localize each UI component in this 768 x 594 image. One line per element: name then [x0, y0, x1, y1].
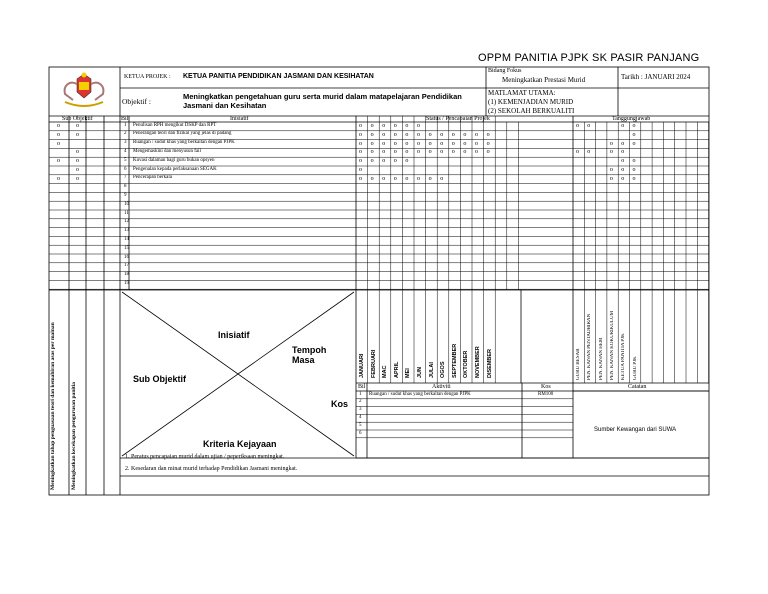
- responsibility-mark: o: [609, 149, 613, 156]
- status-mark: o: [428, 149, 432, 156]
- status-mark: o: [359, 158, 362, 165]
- status-mark: o: [451, 149, 455, 156]
- status-mark: o: [463, 149, 467, 156]
- month-label: MEI: [405, 368, 412, 378]
- aktiviti-row-text: Ruangan / sudut khas yang berkaitan dengan PJPK: [369, 391, 471, 397]
- sub-objektif-mark: o: [57, 123, 60, 129]
- kriteria-2: 2. Kesedaran dan minat murid terhadap Pendidikan Jasmani meningkat.: [125, 466, 298, 472]
- col-bil: Bil: [121, 116, 129, 122]
- row-bil: 5: [124, 157, 127, 163]
- sub-objektif-mark: o: [76, 167, 79, 173]
- sub-objektif-mark: o: [76, 149, 79, 156]
- diagram-kriteria: Kriteria Kejayaan: [203, 439, 277, 449]
- status-mark: o: [393, 158, 397, 165]
- status-mark: o: [451, 140, 455, 147]
- row-bil: 15: [124, 245, 129, 251]
- responsibility-mark: o: [576, 123, 579, 129]
- status-mark: o: [393, 140, 397, 147]
- row-bil: 6: [124, 166, 127, 172]
- sub-objektif-mark: o: [57, 158, 60, 165]
- responsibility-mark: o: [621, 158, 625, 165]
- month-label: JUN: [417, 366, 423, 378]
- status-mark: o: [405, 131, 409, 138]
- ketua-label: KETUA PROJEK :: [124, 74, 171, 80]
- school-crest-logo: [55, 70, 113, 112]
- aktiviti-row-bil: 3: [359, 407, 362, 413]
- month-label: JANUARI: [359, 353, 365, 378]
- col-tanggungjawab: Tanggungjawab: [612, 116, 651, 122]
- aktiviti-kos-header: Kos: [541, 384, 551, 390]
- responsibility-mark: o: [632, 131, 636, 138]
- matlamat-1: (1) KEMENJADIAN MURID: [488, 98, 574, 106]
- status-mark: o: [359, 149, 362, 156]
- status-mark: o: [359, 140, 362, 147]
- diagram-tempoh: Tempoh: [292, 345, 327, 355]
- diagram-inisiatif: Inisiatif: [218, 330, 250, 340]
- sub-objektif-2: Meningkatkan kecekapan pengurusan panitia: [71, 381, 77, 490]
- col-sub-objektif: Sub Objektif: [62, 116, 93, 122]
- row-bil: 12: [124, 219, 129, 225]
- status-mark: o: [417, 140, 420, 147]
- objektif-line-1: Meningkatkan pengetahuan guru serta murid dalam matapelajaran Pendidikan: [183, 92, 462, 101]
- sub-objektif-1: Meningkatkan tahap penguasaan teori dan kemahiran asas per mainan: [50, 322, 56, 490]
- status-mark: o: [417, 149, 420, 156]
- row-bil: 18: [124, 272, 129, 278]
- month-label: APRIL: [393, 361, 400, 378]
- status-mark: o: [475, 131, 478, 138]
- sumber-kewangan: Sumber Kewangan dari SUWA: [594, 427, 677, 433]
- responsible-label: GURU BESAR: [576, 348, 581, 380]
- objektif-value: [183, 92, 462, 110]
- status-mark: o: [393, 131, 397, 138]
- sub-objektif-mark: o: [76, 158, 79, 165]
- row-inisiatif: Ruangan / sudut khas yang berkaitan dengan PJPK: [133, 140, 235, 146]
- status-mark: o: [428, 140, 432, 147]
- aktiviti-bil-header: Bil: [358, 384, 366, 390]
- row-bil: 13: [124, 228, 129, 234]
- responsible-label: PEN. KANAN HEM: [598, 337, 604, 380]
- responsibility-mark: o: [609, 140, 613, 147]
- row-bil: 4: [124, 148, 127, 154]
- status-mark: o: [440, 131, 444, 138]
- status-mark: o: [486, 140, 490, 147]
- row-inisiatif: Penulisan RPH mengikut DSKP dan RPT: [133, 122, 217, 128]
- sub-objektif-mark: o: [57, 140, 60, 147]
- row-bil: 9: [124, 192, 127, 198]
- diagram-sub-objektif: Sub Objektif: [133, 374, 187, 384]
- status-mark: o: [359, 131, 362, 138]
- objektif-label: Objektif :: [122, 97, 151, 106]
- status-mark: o: [440, 149, 444, 156]
- row-bil: 17: [124, 263, 129, 269]
- row-inisiatif: Mengemaskini dan menyusun fail: [133, 148, 201, 154]
- ketua-value: KETUA PANITIA PENDIDIKAN JASMANI DAN KESIHATAN: [183, 73, 374, 80]
- month-label: NOVEMBER: [475, 346, 481, 378]
- status-mark: o: [440, 175, 444, 182]
- status-mark: o: [393, 175, 397, 182]
- responsibility-mark: o: [621, 167, 625, 173]
- aktiviti-catatan-header: Catatan: [628, 384, 647, 390]
- status-mark: o: [382, 131, 386, 138]
- responsible-label: PEN. KANAN KOKURIKULUM: [609, 310, 615, 380]
- row-bil: 8: [124, 184, 127, 190]
- bidang-fokus-label: Bidang Fokus: [488, 68, 522, 74]
- row-inisiatif: Kuvasi dalaman bagi guru bukan opsyen: [133, 157, 215, 163]
- status-mark: o: [370, 140, 374, 147]
- status-mark: o: [428, 175, 432, 182]
- responsibility-mark: o: [609, 167, 613, 173]
- responsibility-mark: o: [632, 158, 636, 165]
- aktiviti-row-bil: 6: [359, 430, 362, 436]
- bidang-fokus-value: Meningkatkan Prestasi Murid: [502, 76, 586, 84]
- status-mark: o: [405, 140, 409, 147]
- responsibility-mark: o: [621, 123, 625, 129]
- status-mark: o: [475, 140, 478, 147]
- status-mark: o: [382, 140, 386, 147]
- status-mark: o: [451, 131, 455, 138]
- row-bil: 2: [124, 131, 127, 137]
- responsibility-mark: o: [609, 175, 613, 182]
- row-inisiatif: Penerangan teori dan fizikal yang jelas di padang: [133, 131, 232, 137]
- status-mark: o: [405, 149, 409, 156]
- month-label: DISEMBER: [486, 348, 493, 378]
- responsibility-mark: o: [621, 175, 625, 182]
- status-mark: o: [417, 131, 420, 138]
- status-mark: o: [359, 123, 362, 129]
- status-mark: o: [486, 131, 490, 138]
- status-mark: o: [382, 123, 386, 129]
- row-bil: 7: [124, 175, 127, 181]
- aktiviti-row-bil: 1: [359, 391, 362, 397]
- status-mark: o: [382, 175, 386, 182]
- diagram-tempoh-masa: [292, 345, 326, 365]
- responsibility-mark: o: [621, 140, 625, 147]
- status-mark: o: [370, 175, 374, 182]
- status-mark: o: [475, 149, 478, 156]
- status-mark: o: [417, 175, 420, 182]
- sub-objektif-mark: o: [57, 175, 60, 182]
- month-label: JULAI: [428, 362, 435, 378]
- row-bil: 3: [124, 140, 127, 146]
- status-mark: o: [463, 131, 467, 138]
- month-label: FEBRUARI: [370, 349, 377, 378]
- sub-objektif-mark: o: [57, 131, 60, 138]
- aktiviti-row-bil: 4: [359, 414, 362, 420]
- status-mark: o: [359, 175, 362, 182]
- month-label: MAC: [382, 365, 389, 378]
- aktiviti-row-bil: 2: [359, 399, 362, 405]
- matlamat-2: (2) SEKOLAH BERKUALITI: [488, 107, 575, 115]
- month-label: OKTOBER: [463, 350, 470, 378]
- status-mark: o: [370, 158, 374, 165]
- diagram-masa: Masa: [292, 355, 315, 365]
- diagram-kos: Kos: [331, 399, 349, 409]
- status-mark: o: [393, 149, 397, 156]
- month-label: OGOS: [440, 361, 447, 378]
- status-mark: o: [463, 140, 467, 147]
- status-mark: o: [417, 123, 420, 129]
- status-mark: o: [370, 149, 374, 156]
- aktiviti-row-kos: RM100: [538, 391, 554, 397]
- objektif-line-2: Jasmani dan Kesihatan: [183, 101, 267, 110]
- status-mark: o: [382, 149, 386, 156]
- row-bil: 14: [124, 236, 129, 242]
- status-mark: o: [359, 167, 362, 173]
- col-inisiatif: Inisiatif: [230, 116, 249, 122]
- responsible-label: PEN. KANAN PENTADBIRAN: [587, 313, 593, 380]
- responsibility-mark: o: [632, 123, 636, 129]
- responsible-label: KETUA PANITIA PJK: [621, 333, 627, 380]
- status-mark: o: [440, 140, 444, 147]
- page-title: OPPM PANITIA PJPK SK PASIR PANJANG: [478, 52, 700, 64]
- responsible-label: GURU PJK: [632, 356, 638, 380]
- tarikh: Tarikh : JANUARI 2024: [621, 73, 691, 81]
- aktiviti-row-bil: 5: [359, 422, 362, 428]
- row-bil: 11: [124, 210, 129, 216]
- col-status: Status / Pencapaian Projek: [426, 116, 490, 122]
- status-mark: o: [382, 158, 386, 165]
- status-mark: o: [428, 131, 432, 138]
- responsibility-mark: o: [632, 167, 636, 173]
- row-bil: 16: [124, 254, 129, 260]
- row-bil: 10: [124, 201, 129, 207]
- responsibility-mark: o: [632, 140, 636, 147]
- row-bil: 1: [124, 122, 127, 128]
- responsibility-mark: o: [632, 175, 636, 182]
- status-mark: o: [405, 175, 409, 182]
- row-bil: 19: [124, 280, 129, 286]
- responsibility-mark: o: [621, 149, 625, 156]
- sub-objektif-mark: o: [76, 123, 79, 129]
- responsibility-mark: o: [587, 149, 591, 156]
- status-mark: o: [405, 158, 409, 165]
- row-inisiatif: Pencerapan berkala: [133, 175, 173, 181]
- responsibility-mark: o: [576, 149, 579, 156]
- status-mark: o: [393, 123, 397, 129]
- status-mark: o: [370, 123, 374, 129]
- status-mark: o: [486, 149, 490, 156]
- aktiviti-header: Aktiviti: [432, 384, 451, 390]
- sub-objektif-mark: o: [76, 175, 79, 182]
- sub-objektif-mark: o: [76, 131, 79, 138]
- matlamat-label: MATLAMAT UTAMA:: [488, 89, 556, 97]
- status-mark: o: [405, 123, 409, 129]
- responsibility-mark: o: [587, 123, 591, 129]
- kriteria-1: 1. Peratus pencapaian murid dalam ujian / peperiksaan meningkat.: [125, 454, 285, 460]
- row-inisiatif: Pengenalan kepada perlaksanaan SEGAK: [133, 166, 217, 172]
- month-label: SEPTEMBER: [451, 343, 458, 378]
- status-mark: o: [370, 131, 374, 138]
